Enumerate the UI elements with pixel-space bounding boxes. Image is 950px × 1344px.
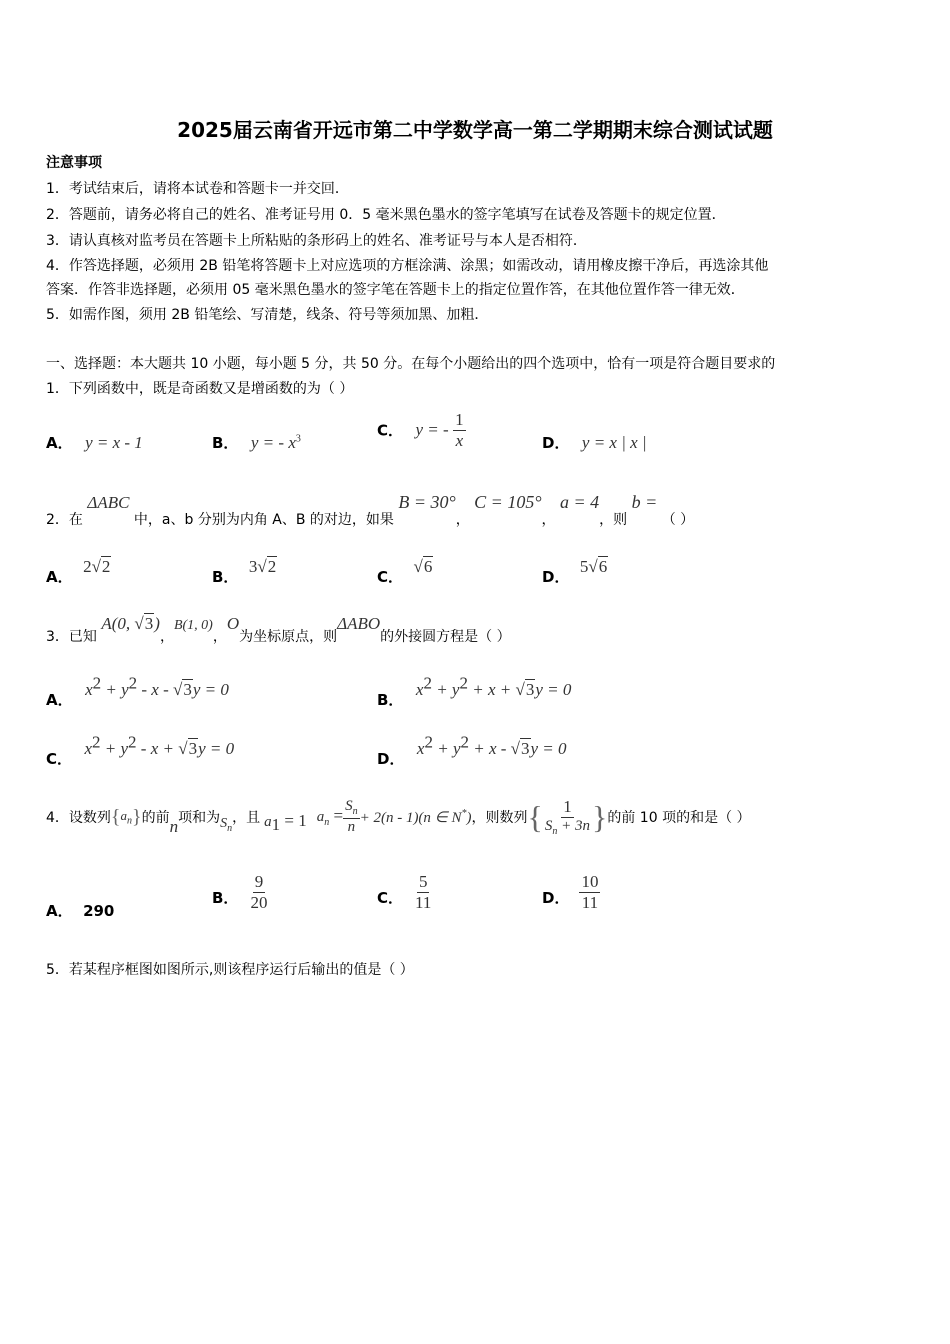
q4-seq-an: $a_n$ bbox=[120, 807, 133, 827]
q3-num: 3．已知 bbox=[46, 629, 97, 645]
q2-then: ，则 bbox=[599, 512, 628, 528]
q3-d-expr: $x^2 + y^2 + x - √3y = 0$ bbox=[416, 732, 567, 758]
q3-triangle: ΔABO bbox=[337, 614, 381, 633]
q4-sn-over-n bbox=[343, 798, 360, 836]
q2-cond-1: B = 30° bbox=[398, 492, 456, 512]
q2-num: 2．在 bbox=[46, 512, 83, 528]
q2-option-a-label: A． bbox=[46, 568, 73, 586]
q1-c-fraction bbox=[453, 410, 466, 450]
q4-option-d-label: D． bbox=[542, 889, 570, 908]
q3-pA: A(0, bbox=[101, 614, 135, 633]
q4-formula-rest: + 2(n - 1)(n ∈ N*) bbox=[359, 807, 472, 826]
note-item-5: 5．如需作图，须用 2B 铅笔绘、写清楚，线条、符号等须加黑、加粗． bbox=[46, 307, 489, 323]
q1-option-d bbox=[542, 432, 647, 453]
q2-comma-2: ， bbox=[541, 512, 556, 528]
q4-option-a bbox=[46, 900, 114, 921]
q3-pA-rad: 3 bbox=[144, 614, 154, 633]
note-item-1: 1．考试结束后，请将本试卷和答题卡一并交回． bbox=[46, 181, 349, 197]
q4-an-formula: $a_n$ = bbox=[316, 806, 344, 828]
note-item-4-cont: 答案．作答非选择题，必须用 05 毫米黑色墨水的签字笔在答题卡上的指定位置作答，在其他位置作答一律无效． bbox=[46, 282, 745, 298]
q3-point-a: A(0, √3) bbox=[101, 614, 160, 633]
question-1-stem: 1．下列函数中，既是奇函数又是增函数的为（ ） bbox=[46, 381, 354, 397]
q4-option-c bbox=[377, 872, 433, 912]
q3-point-o: O bbox=[226, 614, 240, 633]
q3-pA-end: ) bbox=[154, 614, 160, 633]
q2-d-rad: 6 bbox=[598, 557, 608, 576]
q2-option-a: A． 2√2 bbox=[46, 557, 111, 586]
question-4-stem: 4．设数列 { $a_n$ } 的前 n 项和为 $S_n$ ，且 $a_1 = 1$ $a_n$ = $\frac{S_n}{n}$ + 2(n - 1)(n ∈ N*) ，则数列 { $\frac{1}{S_n + 3n}$ } 的前 10 项的和是（ ） bbox=[46, 796, 751, 837]
q1-option-c bbox=[377, 410, 466, 450]
q2-option-d-label: D． bbox=[542, 568, 570, 586]
q3-option-d-label: D． bbox=[377, 749, 405, 768]
q4-seq-frac-den: $S_n + 3n$ bbox=[544, 817, 590, 837]
q4-frac-n: n bbox=[347, 818, 356, 835]
q1-option-a bbox=[46, 432, 143, 453]
q3-a-expr: $x^2 + y^2 - x - √3y = 0$ bbox=[85, 673, 229, 699]
q2-mid: 中，a、b 分别为内角 A、B 的对边，如果 bbox=[133, 512, 394, 528]
q2-cond-2: C = 105° bbox=[474, 492, 542, 512]
notes-heading: 注意事项 bbox=[46, 155, 102, 171]
page-title: 2025届云南省开远市第二中学数学高一第二学期期末综合测试试题 bbox=[177, 118, 773, 142]
q1-option-b-expr bbox=[251, 433, 301, 452]
q3-point-b: B(1, 0) bbox=[173, 618, 213, 633]
q4-option-d bbox=[542, 872, 600, 912]
q1-option-b-label: B． bbox=[212, 434, 239, 452]
q2-option-b: B． 3√2 bbox=[212, 557, 277, 586]
q2-option-b-label: B． bbox=[212, 568, 239, 586]
q4-t5: 的前 10 项的和是（ ） bbox=[607, 810, 751, 826]
q3-end: 的外接圆方程是（ ） bbox=[380, 629, 511, 645]
q2-a-coef: 2 bbox=[83, 557, 92, 576]
q1-b-exp: 3 bbox=[295, 433, 301, 445]
note-item-4: 4．作答选择题，必须用 2B 铅笔将答题卡上对应选项的方框涂满、涂黑；如需改动，请用橡皮擦干净后，再选涂其他 bbox=[46, 258, 769, 274]
q4-seq-frac-num: 1 bbox=[563, 796, 572, 816]
q1-b-base: y = - x bbox=[250, 433, 296, 452]
q2-d-coef: 5 bbox=[579, 557, 589, 576]
q2-b-coef: 3 bbox=[248, 557, 258, 576]
q3-option-a bbox=[46, 673, 229, 709]
q4-sn: $S_n$ bbox=[220, 816, 233, 834]
q4-n: n bbox=[169, 817, 179, 836]
q2-option-c-label: C． bbox=[377, 568, 404, 586]
q4-option-b bbox=[212, 872, 269, 912]
q3-c-expr: $x^2 + y^2 - x + √3y = 0$ bbox=[84, 732, 235, 758]
question-5-stem: 5．若某程序框图如图所示,则该程序运行后输出的值是（ ） bbox=[46, 962, 414, 978]
q4-t3: ，且 bbox=[232, 810, 261, 826]
q4-option-c-label: C． bbox=[377, 889, 404, 908]
note-item-3: 3．请认真核对监考员在答题卡上所粘贴的条形码上的姓名、准考证号与本人是否相符． bbox=[46, 233, 587, 249]
q2-a-rad: 2 bbox=[101, 557, 111, 576]
q4-seq-fraction bbox=[543, 797, 592, 837]
q4-num: 4．设数列 bbox=[46, 810, 111, 826]
question-3-stem bbox=[46, 614, 511, 645]
q4-option-a-label: A． bbox=[46, 902, 73, 920]
q1-option-a-expr: y = x - 1 bbox=[85, 433, 143, 452]
section-heading: 一、选择题：本大题共 10 小题，每小题 5 分，共 50 分。在每个小题给出的四个选项中，恰有一项是符合题目要求的 bbox=[46, 356, 776, 372]
q2-b-rad: 2 bbox=[267, 557, 277, 576]
q1-option-d-expr: y = x | x | bbox=[581, 433, 647, 452]
question-2-stem bbox=[46, 492, 695, 528]
q1-c-pre: y = - bbox=[415, 420, 449, 440]
q1-c-den: x bbox=[455, 430, 464, 450]
q3-option-a-label: A． bbox=[46, 690, 73, 709]
q4-option-c-fraction: $\frac{5}{11}$ bbox=[415, 872, 432, 912]
q1-option-c-label: C． bbox=[377, 421, 404, 440]
q1-option-d-label: D． bbox=[542, 434, 570, 452]
q4-t1: 的前 bbox=[141, 810, 170, 826]
q1-option-b bbox=[212, 432, 301, 453]
q2-b-eq: b = bbox=[631, 492, 658, 512]
q2-paren: （ ） bbox=[661, 512, 695, 528]
q3-b-expr: $x^2 + y^2 + x + √3y = 0$ bbox=[415, 673, 572, 699]
q3-option-c bbox=[46, 732, 235, 768]
q4-t4: ，则数列 bbox=[471, 810, 528, 826]
q3-option-b bbox=[377, 673, 572, 709]
q4-a1-eq: $a_1 = 1$ bbox=[264, 811, 307, 834]
q2-triangle: ΔABC bbox=[87, 493, 130, 512]
q4-frac-sn: $S_n$ bbox=[345, 798, 358, 818]
q3-mid: 为坐标原点，则 bbox=[239, 629, 338, 645]
q2-option-c: C． √6 bbox=[377, 557, 433, 586]
q4-option-a-value: 290 bbox=[83, 902, 115, 920]
q1-option-a-label: A． bbox=[46, 434, 73, 452]
q2-comma-1: ， bbox=[455, 512, 470, 528]
q4-option-b-fraction: $\frac{9}{20}$ bbox=[250, 872, 268, 912]
q2-c-rad: 6 bbox=[423, 557, 433, 576]
q2-cond-3: a = 4 bbox=[559, 492, 600, 512]
q3-option-d bbox=[377, 732, 567, 768]
q4-option-b-label: B． bbox=[212, 889, 239, 908]
q3-sep-1: ， bbox=[159, 629, 174, 645]
q3-option-b-label: B． bbox=[377, 690, 404, 709]
note-item-2: 2．答题前，请务必将自己的姓名、准考证号用 0．5 毫米黑色墨水的签字笔填写在试卷及答题卡的规定位置． bbox=[46, 207, 726, 223]
q4-option-d-fraction: $\frac{10}{11}$ bbox=[581, 872, 599, 912]
q1-c-num: 1 bbox=[455, 410, 464, 429]
q3-option-c-label: C． bbox=[46, 749, 73, 768]
q2-option-d: D． 5√6 bbox=[542, 557, 608, 586]
q3-sep-2: ， bbox=[212, 629, 227, 645]
q4-t2: 项和为 bbox=[178, 810, 221, 826]
